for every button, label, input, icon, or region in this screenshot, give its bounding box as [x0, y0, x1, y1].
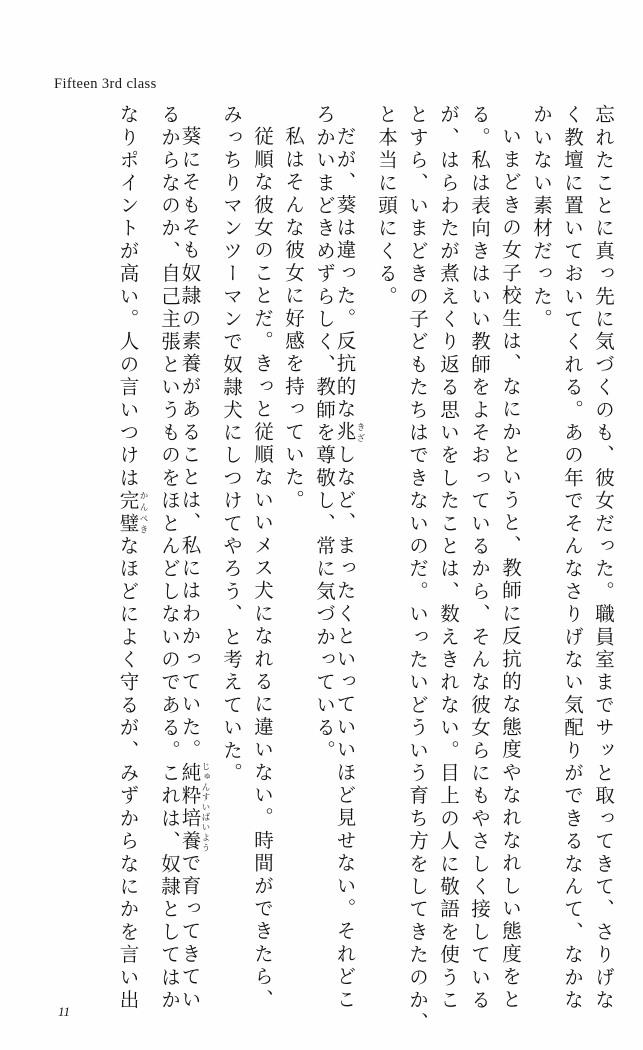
text-column: く教壇に置いておいてくれる。あの年でそんなさりげない気配りができるなんて、なかな — [561, 104, 584, 1012]
text-column: かいない素材だった。 — [530, 104, 553, 331]
text-column: だが、葵は違った。反抗的な兆きざしなど、まったくといっていいほど見せない。それどこ — [333, 126, 365, 1012]
page-number: 11 — [58, 1004, 71, 1019]
ruby-annotation: 完璧かんぺき — [116, 489, 148, 536]
text-column: みっちりマンツーマンで奴隷犬にしつけてやろう、と考えていた。 — [220, 104, 243, 785]
text-column: とすら、いまどきの子どもたちはできないのだ。いったいどういう育ち方をしてきたのか、 — [406, 104, 429, 1035]
text-column: 忘れたことに真っ先に気づくのも、彼女だった。職員室までサッと取ってきて、さりげな — [592, 104, 615, 1012]
running-head: Fifteen 3rd class — [54, 76, 157, 92]
text-column: と本当に頭にくる。 — [375, 104, 398, 309]
text-column: 葵にそもそも奴隷の素養があることは、私にはわかっていた。純粋培養じゅんすいばいようで育ってきてい — [178, 126, 210, 1012]
text-column: ろかいまどきめずらしく、教師を尊敬し、常に気づかっている。 — [313, 104, 336, 763]
text-column: 従順な彼女のことだ。きっと従順ないいメス犬になれるに違いない。時間ができたら、 — [251, 126, 274, 1012]
ruby-annotation: 純粋培養じゅんすいばいよう — [178, 761, 210, 853]
text-column: るからなのか、自己主張というものをほとんどしないのである。これは、奴隷としてはか — [158, 104, 181, 1012]
text-column: が、はらわたが煮えくり返る思いをしたことは、数えきれない。目上の人に敬語を使うこ — [437, 104, 460, 1012]
text-column: る。私は表向きはいい教師をよそおっているから、そんな彼女らにもやさしく接している — [468, 104, 491, 1012]
ruby-annotation: 兆きざ — [333, 421, 365, 444]
text-column: なりポイントが高い。人の言いつけは完璧かんぺきなほどによく守るが、みずからなにかを言い出 — [116, 104, 148, 1013]
text-column: 私はそんな彼女に好感を持っていた。 — [282, 126, 305, 512]
text-column: いまどきの女子校生は、なにかというと、教師に反抗的な態度やなれなれしい態度をと — [499, 126, 522, 1012]
